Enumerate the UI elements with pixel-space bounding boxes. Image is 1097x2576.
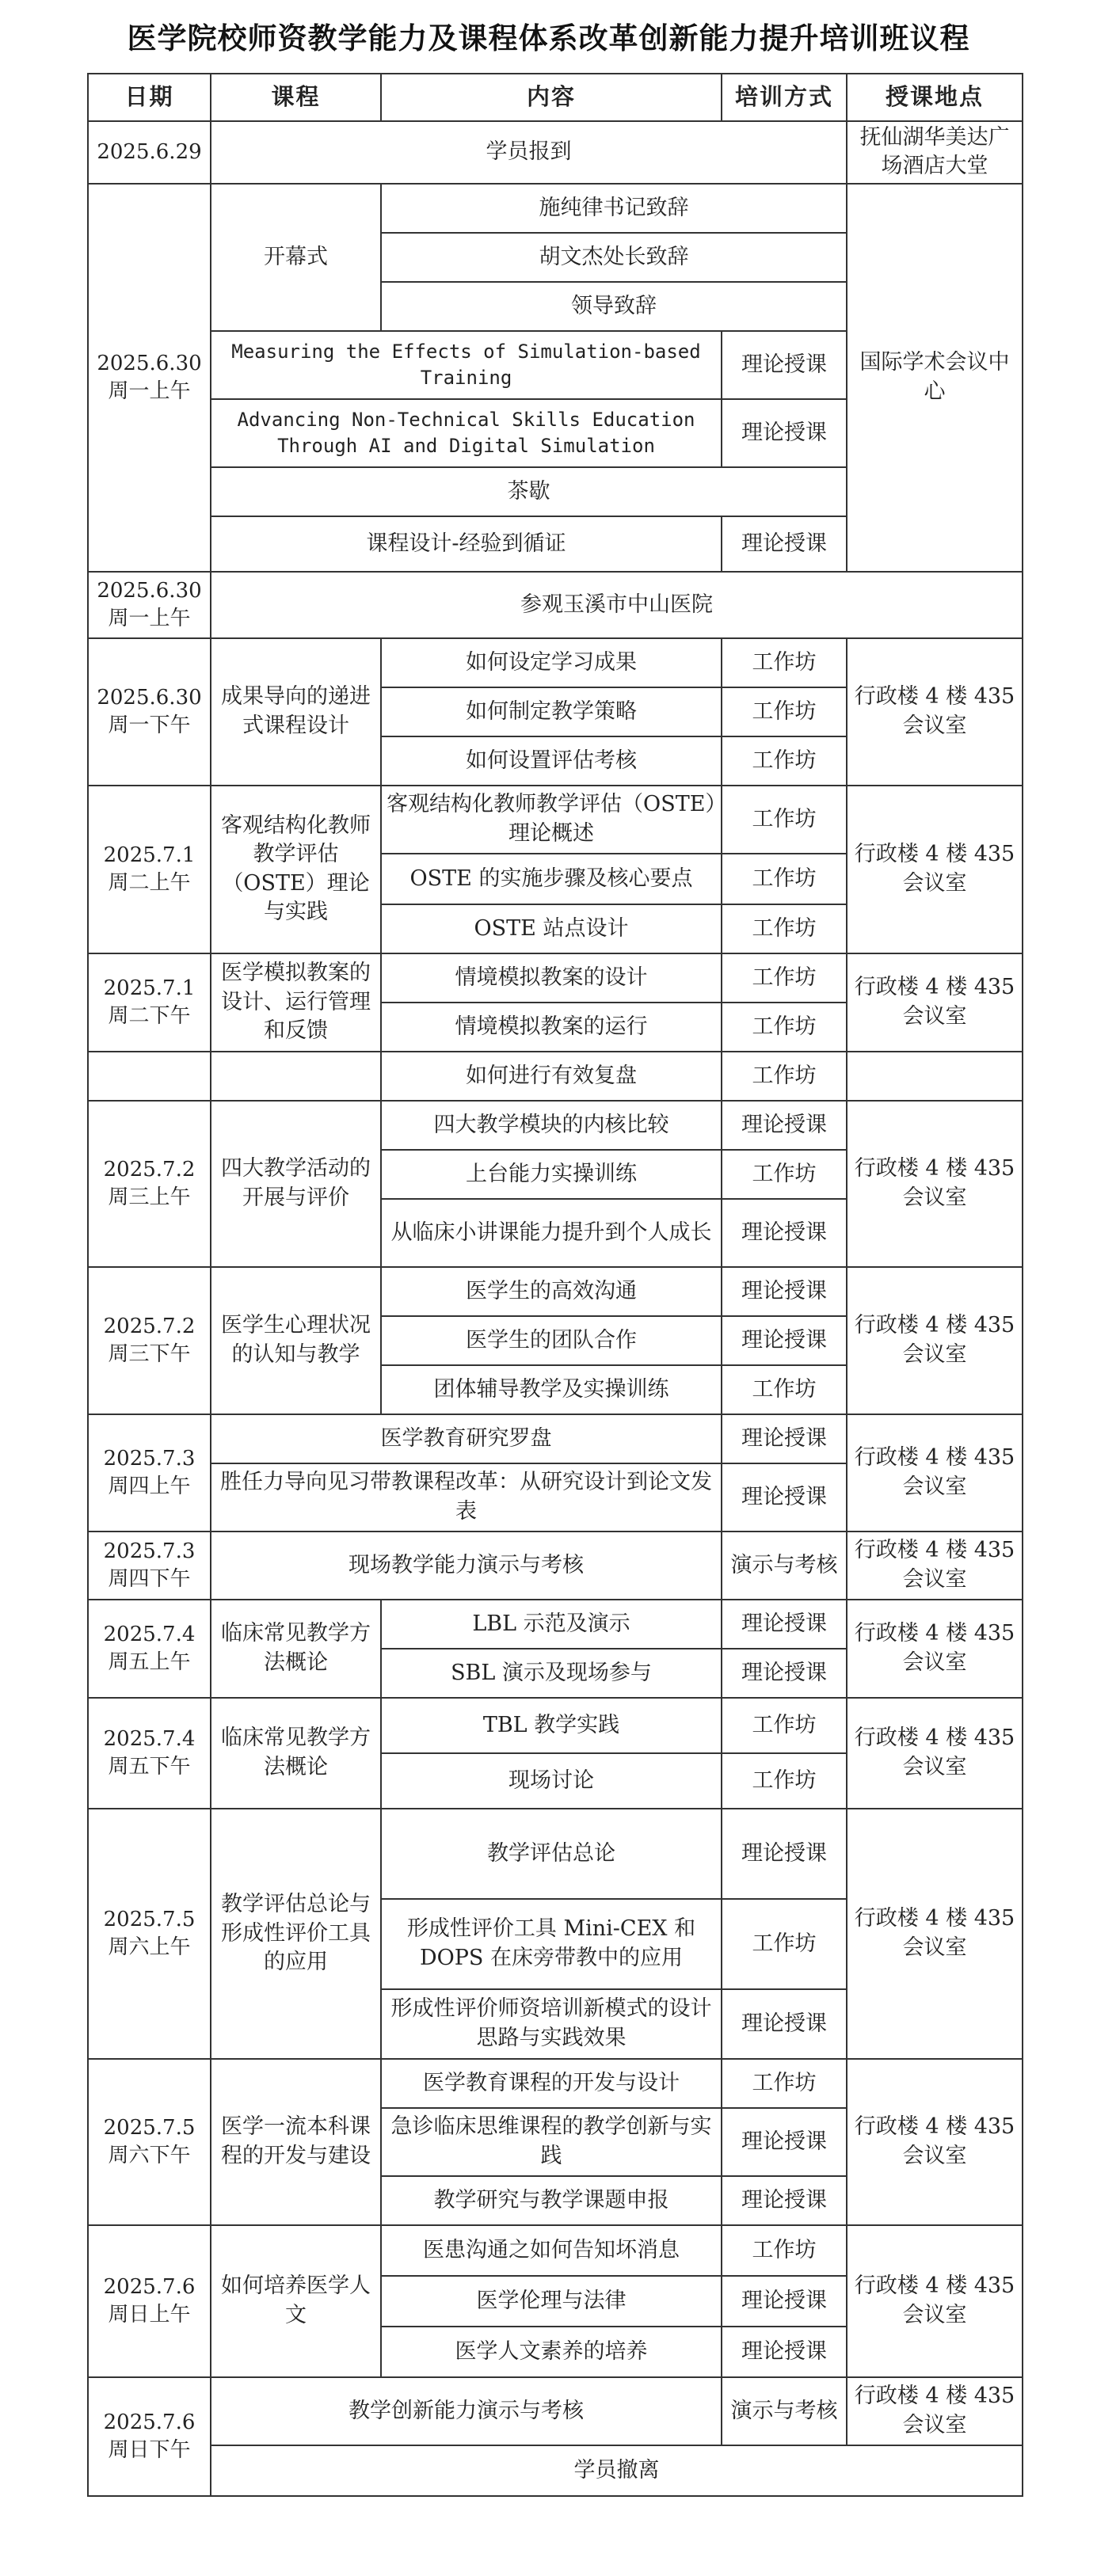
method-cell: 理论授课 bbox=[722, 1989, 847, 2059]
content-cell: 如何设定学习成果 bbox=[381, 638, 722, 687]
table-row bbox=[88, 2059, 1023, 2108]
header-method: 培训方式 bbox=[722, 74, 847, 121]
content-cell: 教学创新能力演示与考核 bbox=[211, 2377, 722, 2445]
method-cell: 理论授课 bbox=[722, 1463, 847, 1532]
location-cell: 行政楼 4 楼 435 会议室 bbox=[847, 1809, 1023, 2059]
content-cell: 从临床小讲课能力提升到个人成长 bbox=[381, 1199, 722, 1267]
table-row bbox=[88, 572, 1023, 638]
method-cell: 理论授课 bbox=[722, 1809, 847, 1899]
table-row bbox=[88, 953, 1023, 1003]
method-cell: 理论授课 bbox=[722, 1199, 847, 1267]
date-cell: 2025.6.30 周一下午 bbox=[88, 638, 211, 786]
table-row bbox=[88, 1600, 1023, 1649]
method-cell: 工作坊 bbox=[722, 1052, 847, 1101]
course-cell: 开幕式 bbox=[211, 184, 381, 331]
date-cell: 2025.7.6 周日下午 bbox=[88, 2377, 211, 2496]
course-cell: 医学模拟教案的设计、运行管理和反馈 bbox=[211, 953, 381, 1052]
content-cell: 医学人文素养的培养 bbox=[381, 2327, 722, 2377]
content-cell: 形成性评价师资培训新模式的设计思路与实践效果 bbox=[381, 1989, 722, 2059]
method-cell: 理论授课 bbox=[722, 516, 847, 572]
location-cell: 行政楼 4 楼 435 会议室 bbox=[847, 2377, 1023, 2445]
date-cell: 2025.7.5 周六下午 bbox=[88, 2059, 211, 2225]
content-cell: 客观结构化教师教学评估（OSTE）理论概述 bbox=[381, 786, 722, 854]
date-cell: 2025.6.30 周一上午 bbox=[88, 184, 211, 572]
agenda-table bbox=[87, 73, 1023, 2497]
table-row bbox=[88, 2377, 1023, 2445]
content-cell: 医患沟通之如何告知坏消息 bbox=[381, 2225, 722, 2276]
content-cell: Measuring the Effects of Simulation-based Training bbox=[211, 331, 722, 399]
content-cell: 课程设计-经验到循证 bbox=[211, 516, 722, 572]
location-cell: 行政楼 4 楼 435 会议室 bbox=[847, 953, 1023, 1052]
course-cell: 教学评估总论与形成性评价工具的应用 bbox=[211, 1809, 381, 2059]
method-cell: 工作坊 bbox=[722, 638, 847, 687]
method-cell: 工作坊 bbox=[722, 1365, 847, 1414]
table-row bbox=[88, 1101, 1023, 1150]
location-cell: 行政楼 4 楼 435 会议室 bbox=[847, 638, 1023, 786]
date-cell: 2025.7.4 周五上午 bbox=[88, 1600, 211, 1698]
content-cell: 现场教学能力演示与考核 bbox=[211, 1532, 722, 1600]
method-cell: 工作坊 bbox=[722, 2059, 847, 2108]
date-cell: 2025.7.2 周三下午 bbox=[88, 1267, 211, 1414]
content-cell: 医学教育研究罗盘 bbox=[211, 1414, 722, 1463]
location-cell: 行政楼 4 楼 435 会议室 bbox=[847, 1600, 1023, 1698]
date-cell bbox=[88, 1052, 211, 1101]
date-cell: 2025.7.1 周二上午 bbox=[88, 786, 211, 953]
table-row bbox=[88, 1052, 1023, 1101]
method-cell: 演示与考核 bbox=[722, 2377, 847, 2445]
table-row bbox=[88, 1698, 1023, 1753]
content-cell: 情境模拟教案的设计 bbox=[381, 953, 722, 1003]
method-cell: 工作坊 bbox=[722, 854, 847, 904]
content-cell: 学员撤离 bbox=[211, 2445, 1023, 2496]
method-cell: 理论授课 bbox=[722, 1316, 847, 1365]
method-cell: 工作坊 bbox=[722, 953, 847, 1003]
course-cell: 客观结构化教师教学评估（OSTE）理论与实践 bbox=[211, 786, 381, 953]
header-content: 内容 bbox=[381, 74, 722, 121]
header-location: 授课地点 bbox=[847, 74, 1023, 121]
table-row bbox=[88, 184, 1023, 233]
content-cell: 如何设置评估考核 bbox=[381, 736, 722, 786]
location-cell: 行政楼 4 楼 435 会议室 bbox=[847, 2225, 1023, 2377]
course-cell: 临床常见教学方法概论 bbox=[211, 1600, 381, 1698]
table-row bbox=[88, 121, 1023, 184]
method-cell: 工作坊 bbox=[722, 1698, 847, 1753]
content-cell: 领导致辞 bbox=[381, 282, 847, 331]
method-cell: 理论授课 bbox=[722, 1414, 847, 1463]
page-title: 医学院校师资教学能力及课程体系改革创新能力提升培训班议程 bbox=[127, 21, 970, 55]
table-row bbox=[88, 638, 1023, 687]
table-row bbox=[88, 786, 1023, 854]
table-row bbox=[88, 2225, 1023, 2276]
location-cell: 行政楼 4 楼 435 会议室 bbox=[847, 1414, 1023, 1532]
course-cell: 成果导向的递进式课程设计 bbox=[211, 638, 381, 786]
content-cell: 学员报到 bbox=[211, 121, 847, 184]
method-cell: 理论授课 bbox=[722, 1649, 847, 1698]
content-cell: 如何进行有效复盘 bbox=[381, 1052, 722, 1101]
method-cell: 理论授课 bbox=[722, 2276, 847, 2327]
location-cell: 抚仙湖华美达广场酒店大堂 bbox=[847, 121, 1023, 184]
header-date: 日期 bbox=[88, 74, 211, 121]
content-cell: 四大教学模块的内核比较 bbox=[381, 1101, 722, 1150]
content-cell: 医学生的团队合作 bbox=[381, 1316, 722, 1365]
table-row bbox=[88, 1414, 1023, 1463]
method-cell: 工作坊 bbox=[722, 786, 847, 854]
content-cell: 形成性评价工具 Mini-CEX 和 DOPS 在床旁带教中的应用 bbox=[381, 1899, 722, 1989]
content-cell: 上台能力实操训练 bbox=[381, 1150, 722, 1199]
method-cell: 工作坊 bbox=[722, 1003, 847, 1052]
table-row bbox=[88, 1809, 1023, 1899]
method-cell: 工作坊 bbox=[722, 1899, 847, 1989]
location-cell: 行政楼 4 楼 435 会议室 bbox=[847, 786, 1023, 953]
content-cell: 团体辅导教学及实操训练 bbox=[381, 1365, 722, 1414]
location-cell: 行政楼 4 楼 435 会议室 bbox=[847, 1532, 1023, 1600]
method-cell: 工作坊 bbox=[722, 904, 847, 953]
content-cell: 现场讨论 bbox=[381, 1753, 722, 1809]
content-cell: 急诊临床思维课程的教学创新与实践 bbox=[381, 2108, 722, 2176]
table-row bbox=[88, 1267, 1023, 1316]
date-cell: 2025.7.2 周三上午 bbox=[88, 1101, 211, 1267]
method-cell: 理论授课 bbox=[722, 1267, 847, 1316]
content-cell: 医学生的高效沟通 bbox=[381, 1267, 722, 1316]
content-cell: 如何制定教学策略 bbox=[381, 687, 722, 736]
location-cell: 行政楼 4 楼 435 会议室 bbox=[847, 1101, 1023, 1267]
method-cell: 理论授课 bbox=[722, 399, 847, 467]
date-cell: 2025.7.1 周二下午 bbox=[88, 953, 211, 1052]
method-cell: 工作坊 bbox=[722, 1753, 847, 1809]
location-cell bbox=[847, 1052, 1023, 1101]
course-cell: 临床常见教学方法概论 bbox=[211, 1698, 381, 1809]
method-cell: 工作坊 bbox=[722, 736, 847, 786]
date-cell: 2025.6.30 周一上午 bbox=[88, 572, 211, 638]
location-cell: 行政楼 4 楼 435 会议室 bbox=[847, 1698, 1023, 1809]
date-cell: 2025.7.4 周五下午 bbox=[88, 1698, 211, 1809]
content-cell: 胜任力导向见习带教课程改革：从研究设计到论文发表 bbox=[211, 1463, 722, 1532]
content-cell: 医学教育课程的开发与设计 bbox=[381, 2059, 722, 2108]
content-cell: 茶歇 bbox=[211, 467, 847, 516]
content-cell: 参观玉溪市中山医院 bbox=[211, 572, 1023, 638]
content-cell: OSTE 的实施步骤及核心要点 bbox=[381, 854, 722, 904]
header-row bbox=[88, 74, 1023, 121]
content-cell: 胡文杰处长致辞 bbox=[381, 233, 847, 282]
location-cell: 行政楼 4 楼 435 会议室 bbox=[847, 1267, 1023, 1414]
method-cell: 理论授课 bbox=[722, 1600, 847, 1649]
content-cell: OSTE 站点设计 bbox=[381, 904, 722, 953]
method-cell: 理论授课 bbox=[722, 331, 847, 399]
course-cell: 医学一流本科课程的开发与建设 bbox=[211, 2059, 381, 2225]
content-cell: Advancing Non-Technical Skills Education Through AI and Digital Simulation bbox=[211, 399, 722, 467]
content-cell: 施纯律书记致辞 bbox=[381, 184, 847, 233]
method-cell: 理论授课 bbox=[722, 2108, 847, 2176]
content-cell: 情境模拟教案的运行 bbox=[381, 1003, 722, 1052]
date-cell: 2025.7.5 周六上午 bbox=[88, 1809, 211, 2059]
content-cell: SBL 演示及现场参与 bbox=[381, 1649, 722, 1698]
date-cell: 2025.7.3 周四上午 bbox=[88, 1414, 211, 1532]
course-cell bbox=[211, 1052, 381, 1101]
method-cell: 工作坊 bbox=[722, 687, 847, 736]
date-cell: 2025.7.3 周四下午 bbox=[88, 1532, 211, 1600]
content-cell: TBL 教学实践 bbox=[381, 1698, 722, 1753]
method-cell: 工作坊 bbox=[722, 2225, 847, 2276]
header-course: 课程 bbox=[211, 74, 381, 121]
course-cell: 如何培养医学人文 bbox=[211, 2225, 381, 2377]
method-cell: 理论授课 bbox=[722, 2327, 847, 2377]
method-cell: 工作坊 bbox=[722, 1150, 847, 1199]
table-row bbox=[88, 2445, 1023, 2496]
course-cell: 医学生心理状况的认知与教学 bbox=[211, 1267, 381, 1414]
location-cell: 行政楼 4 楼 435 会议室 bbox=[847, 2059, 1023, 2225]
date-cell: 2025.6.29 bbox=[88, 121, 211, 184]
location-cell: 国际学术会议中心 bbox=[847, 184, 1023, 572]
method-cell: 演示与考核 bbox=[722, 1532, 847, 1600]
method-cell: 理论授课 bbox=[722, 2176, 847, 2225]
content-cell: 教学研究与教学课题申报 bbox=[381, 2176, 722, 2225]
content-cell: 教学评估总论 bbox=[381, 1809, 722, 1899]
table-row bbox=[88, 1532, 1023, 1600]
method-cell: 理论授课 bbox=[722, 1101, 847, 1150]
content-cell: LBL 示范及演示 bbox=[381, 1600, 722, 1649]
course-cell: 四大教学活动的开展与评价 bbox=[211, 1101, 381, 1267]
content-cell: 医学伦理与法律 bbox=[381, 2276, 722, 2327]
date-cell: 2025.7.6 周日上午 bbox=[88, 2225, 211, 2377]
